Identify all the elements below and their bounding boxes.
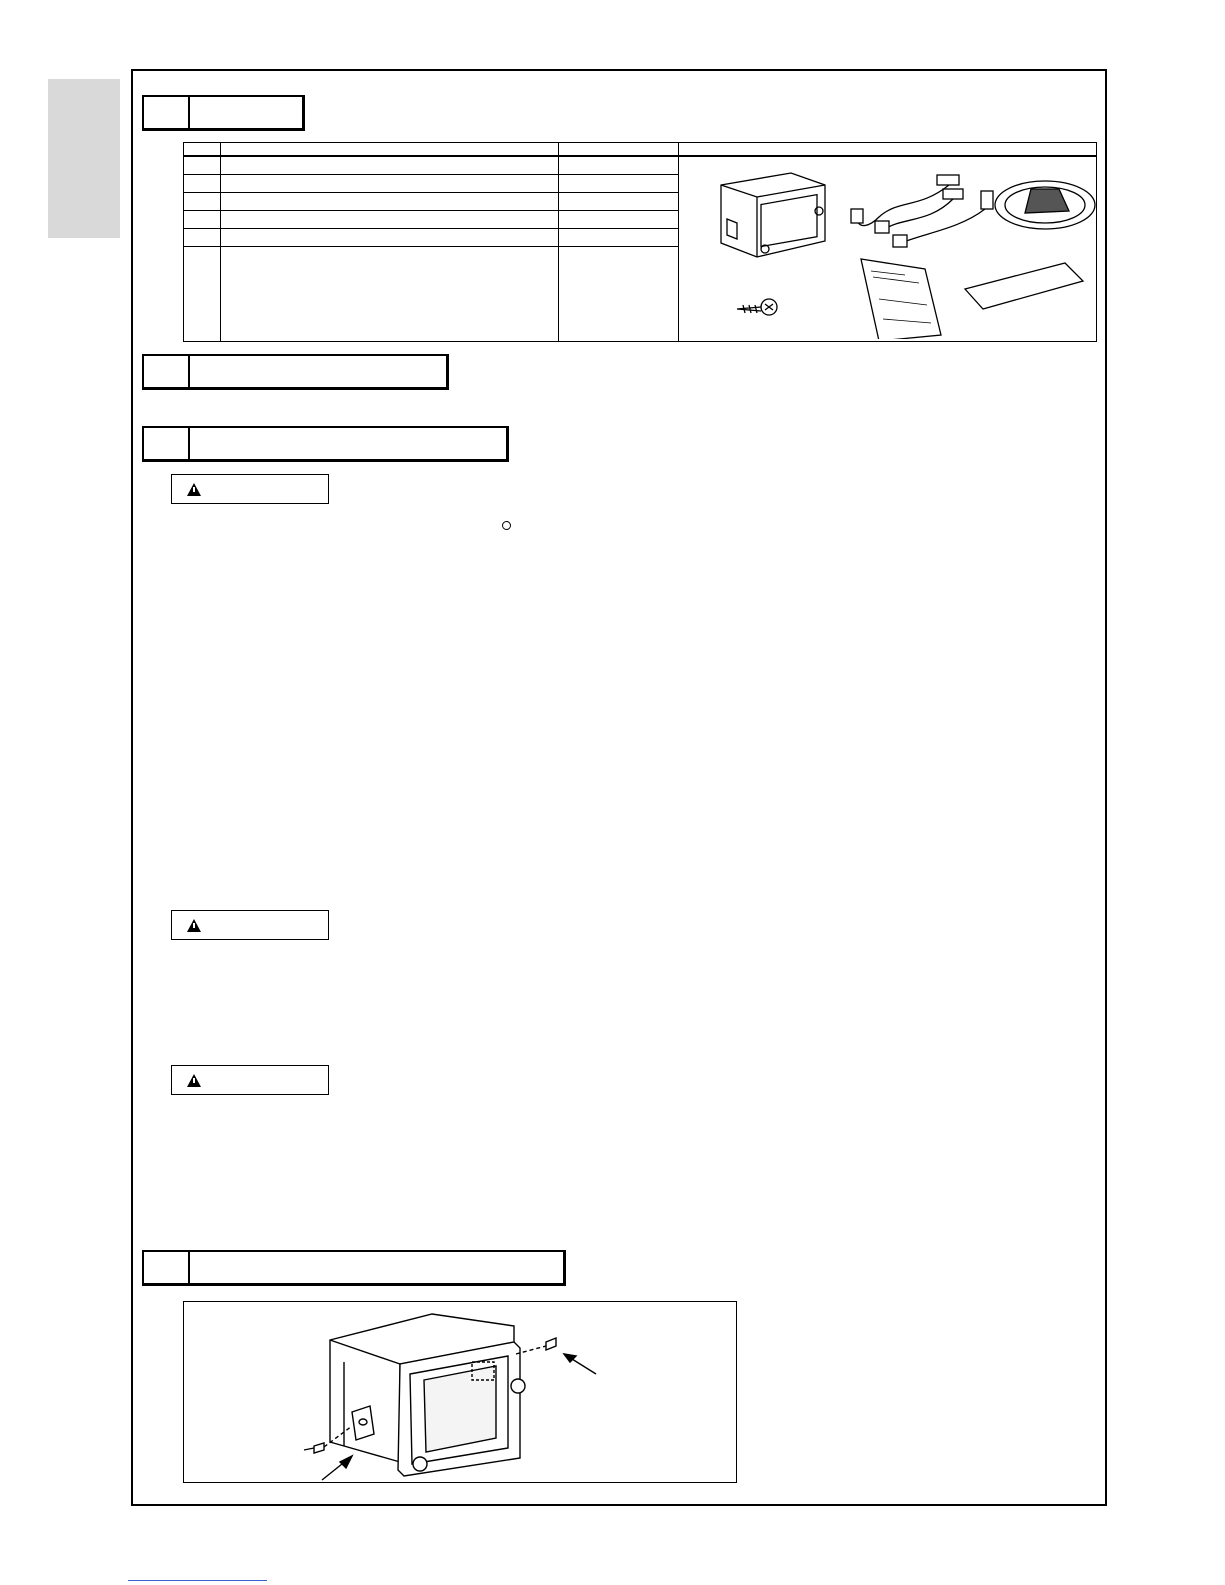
warning-triangle-icon xyxy=(187,919,201,932)
row-qty xyxy=(559,246,679,342)
section-title xyxy=(196,97,296,128)
section-number xyxy=(144,356,190,387)
circle-bullet-icon xyxy=(502,521,511,530)
section-number xyxy=(144,1252,190,1283)
bottom-rule xyxy=(128,1580,267,1581)
table-row xyxy=(184,156,1097,174)
section-title xyxy=(196,428,500,459)
row-qty xyxy=(559,156,679,174)
row-no xyxy=(184,246,221,342)
navigation-unit-illustration xyxy=(721,173,825,257)
warning-box xyxy=(171,474,329,504)
table-header-qty xyxy=(559,143,679,157)
row-no xyxy=(184,210,221,228)
parts-illustrations xyxy=(679,159,1097,339)
row-name xyxy=(221,192,559,210)
instruction-sheet-illustration xyxy=(861,259,941,339)
section-header-3 xyxy=(142,426,509,462)
row-no xyxy=(184,192,221,210)
warning-triangle-icon xyxy=(187,1074,201,1087)
row-no xyxy=(184,174,221,192)
section-number xyxy=(144,428,190,459)
row-qty xyxy=(559,210,679,228)
row-qty xyxy=(559,192,679,210)
illustration-cell xyxy=(679,156,1097,342)
warning-box xyxy=(171,910,329,940)
section-number xyxy=(144,97,190,128)
adhesive-pad-illustration xyxy=(965,263,1083,309)
side-tab xyxy=(48,79,120,238)
warning-triangle-icon xyxy=(187,483,201,496)
table-header-name xyxy=(221,143,559,157)
section-header-parts xyxy=(142,95,305,131)
table-header-row xyxy=(184,143,1097,157)
row-name xyxy=(221,210,559,228)
row-name xyxy=(221,228,559,246)
mounting-figure xyxy=(183,1301,737,1483)
row-qty xyxy=(559,174,679,192)
row-name xyxy=(221,246,559,342)
row-no xyxy=(184,228,221,246)
table-header-illustration xyxy=(679,143,1097,157)
section-header-4 xyxy=(142,1250,566,1286)
tapping-screw-illustration xyxy=(737,299,777,315)
table-header-no xyxy=(184,143,221,157)
antenna-mount-illustration xyxy=(995,181,1095,229)
warning-box xyxy=(171,1065,329,1095)
parts-table xyxy=(183,142,1097,342)
section-title xyxy=(196,1252,557,1283)
row-name xyxy=(221,156,559,174)
section-title xyxy=(196,356,440,387)
wire-harness-illustration xyxy=(851,175,993,247)
section-header-2 xyxy=(142,354,449,390)
row-qty xyxy=(559,228,679,246)
bracket-mounting-diagram xyxy=(184,1302,736,1482)
row-no xyxy=(184,156,221,174)
row-name xyxy=(221,174,559,192)
